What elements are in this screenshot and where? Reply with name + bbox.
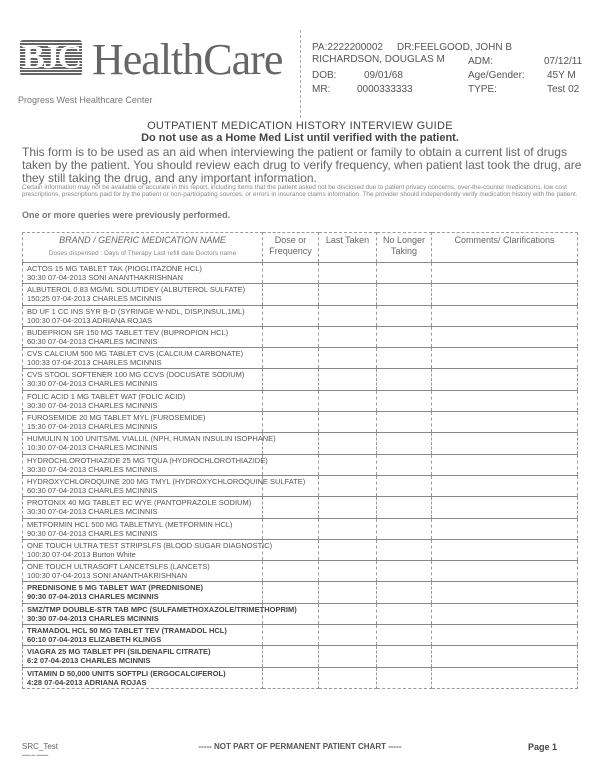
pa-number: PA:2222200002 xyxy=(312,42,383,53)
medication-cell xyxy=(23,625,263,646)
table-row xyxy=(23,603,578,624)
document-title: OUTPATIENT MEDICATION HISTORY INTERVIEW GUIDE xyxy=(147,120,453,132)
medication-detail: 60:10 07-04-2013 ELIZABETH KLINGS xyxy=(27,635,162,645)
header-no-longer-taking: No Longer Taking xyxy=(377,233,432,263)
mr-value: 0000333333 xyxy=(357,84,413,95)
last-taken-cell[interactable] xyxy=(319,561,377,582)
medication-name: BD UF 1 CC INS SYR B-D (SYRINGE W-NDL, DISP,INSUL,1ML) xyxy=(27,306,245,316)
medication-name: ONE TOUCH ULTRA TEST STRIPSLFS (BLOOD SUGAR DIAGNOSTIC) xyxy=(27,540,273,550)
footer-source: SRC_Test xyxy=(22,742,59,751)
medication-cell xyxy=(23,646,263,667)
no-longer-taking-cell[interactable] xyxy=(377,667,432,688)
mr-label: MR: xyxy=(312,84,331,95)
table-row xyxy=(23,561,578,582)
medication-table xyxy=(22,232,578,689)
intro-text: This form is to be used as an aid when interviewing the patient or family to obtain a current list of drugs taken by the patient. You should review each drug to verify frequency, when patient last took the drug, are they still taking the drug, and any important information. xyxy=(22,145,582,185)
dose-cell[interactable] xyxy=(263,305,319,326)
medication-cell xyxy=(23,454,268,475)
last-taken-cell[interactable] xyxy=(319,667,377,688)
dose-cell[interactable] xyxy=(263,369,319,390)
medication-name: VITAMIN D 50,000 UNITS SOFTPLI (ERGOCALCIFEROL) xyxy=(27,668,226,678)
medication-detail: 100:33 07-04-2013 CHARLES MCINNIS xyxy=(27,358,162,368)
medication-detail: 60:30 07-04-2013 CHARLES MCINNIS xyxy=(27,336,158,346)
medication-name: VIAGRA 25 MG TABLET PFI (SILDENAFIL CITRATE) xyxy=(27,647,211,657)
table-row xyxy=(23,454,578,475)
comments-cell[interactable] xyxy=(432,603,578,624)
last-taken-cell[interactable] xyxy=(319,646,377,667)
medication-cell xyxy=(23,497,263,518)
type-label: TYPE: xyxy=(468,84,497,95)
medication-cell xyxy=(23,603,297,624)
table-header xyxy=(23,233,578,263)
comments-cell[interactable] xyxy=(432,561,578,582)
medication-detail: 30:30 07-04-2013 CHARLES MCINNIS xyxy=(27,464,158,474)
comments-cell[interactable] xyxy=(432,284,578,305)
table-row xyxy=(23,305,578,326)
queries-note: One or more queries were previously performed. xyxy=(22,210,231,220)
medication-cell xyxy=(23,475,306,496)
no-longer-taking-cell[interactable] xyxy=(377,518,432,539)
comments-cell[interactable] xyxy=(432,646,578,667)
medication-cell xyxy=(23,412,263,433)
medication-detail: 4:28 07-04-2013 ADRIANA ROJAS xyxy=(27,677,147,687)
medication-detail: 30:30 07-04-2013 CHARLES MCINNIS xyxy=(27,507,158,517)
comments-cell[interactable] xyxy=(432,475,578,496)
table-row xyxy=(23,369,578,390)
dose-cell[interactable] xyxy=(263,263,319,284)
medication-name: ALBUTEROL 0.83 MG/ML SOLUTIDEY (ALBUTEROL SULFATE) xyxy=(27,285,246,295)
last-taken-cell[interactable] xyxy=(319,475,377,496)
medication-name: HYDROCHLOROTHIAZIDE 25 MG TQUA (HYDROCHLOROTHIAZIDE) xyxy=(27,455,268,465)
table-row xyxy=(23,326,578,347)
dose-cell[interactable] xyxy=(263,646,319,667)
medication-detail: 60:30 07-04-2013 CHARLES MCINNIS xyxy=(27,485,158,495)
medication-detail: 6:2 07-04-2013 CHARLES MCINNIS xyxy=(27,656,151,666)
adm-label: ADM: xyxy=(468,56,493,67)
no-longer-taking-cell[interactable] xyxy=(377,369,432,390)
dose-cell[interactable] xyxy=(263,625,319,646)
last-taken-cell[interactable] xyxy=(319,539,377,560)
comments-cell[interactable] xyxy=(432,369,578,390)
header-comments: Comments/ Clarifications xyxy=(432,233,578,263)
table-row xyxy=(23,390,578,411)
last-taken-cell[interactable] xyxy=(319,369,377,390)
medication-cell xyxy=(23,390,263,411)
comments-cell[interactable] xyxy=(432,497,578,518)
table-row xyxy=(23,497,578,518)
medication-detail: 30:30 07-04-2013 CHARLES MCINNIS xyxy=(27,400,158,410)
table-row xyxy=(23,539,578,560)
no-longer-taking-cell[interactable] xyxy=(377,412,432,433)
no-longer-taking-cell[interactable] xyxy=(377,326,432,347)
medication-detail: 150:25 07-04-2013 CHARLES MCINNIS xyxy=(27,294,162,304)
medication-name: CVS STOOL SOFTENER 100 MG CCVS (DOCUSATE SODIUM) xyxy=(27,370,245,380)
no-longer-taking-cell[interactable] xyxy=(377,348,432,369)
medication-name: METFORMIN HCL 500 MG TABLETMYL (METFORMIN HCL) xyxy=(27,519,233,529)
last-taken-cell[interactable] xyxy=(319,582,377,603)
comments-cell[interactable] xyxy=(432,518,578,539)
comments-cell[interactable] xyxy=(432,539,578,560)
header-divider xyxy=(300,30,301,118)
dose-cell[interactable] xyxy=(263,412,319,433)
dose-cell[interactable] xyxy=(263,667,319,688)
medication-detail: 100:30 07-04-2013 ADRIANA ROJAS xyxy=(27,315,153,325)
no-longer-taking-cell[interactable] xyxy=(377,539,432,560)
no-longer-taking-cell[interactable] xyxy=(377,454,432,475)
last-taken-cell[interactable] xyxy=(319,433,377,454)
medication-cell xyxy=(23,561,263,582)
disclaimer-text: Certain information may not be available or accurate in this report, including items that the patient asked not be disclosed due to patient privacy concerns, over-the-counter medications, low cost prescriptions, prescriptions paid for by the patient or non-participating sources, or errors in insurance claims information. The provider should independently verify medication history with the patient. xyxy=(22,184,578,198)
no-longer-taking-cell[interactable] xyxy=(377,305,432,326)
medication-cell xyxy=(23,348,263,369)
medication-cell xyxy=(23,518,263,539)
no-longer-taking-cell[interactable] xyxy=(377,646,432,667)
medication-name: PREDNISONE 5 MG TABLET WAT (PREDNISONE) xyxy=(27,583,203,593)
doctor: DR:FEELGOOD, JOHN B xyxy=(397,42,513,53)
last-taken-cell[interactable] xyxy=(319,454,377,475)
header-medication-name xyxy=(23,233,263,263)
medication-cell xyxy=(23,582,263,603)
document-subtitle: Do not use as a Home Med List until verified with the patient. xyxy=(141,132,459,144)
patient-name: RICHARDSON, DOUGLAS M xyxy=(312,54,445,65)
comments-cell[interactable] xyxy=(432,326,578,347)
medication-cell xyxy=(23,284,263,305)
comments-cell[interactable] xyxy=(432,263,578,284)
last-taken-cell[interactable] xyxy=(319,326,377,347)
medication-detail: 30:30 07-04-2013 CHARLES MCINNIS xyxy=(27,613,159,623)
no-longer-taking-cell[interactable] xyxy=(377,390,432,411)
comments-cell[interactable] xyxy=(432,667,578,688)
table-row xyxy=(23,667,578,688)
medication-cell xyxy=(23,433,276,454)
comments-cell[interactable] xyxy=(432,390,578,411)
dose-cell[interactable] xyxy=(263,390,319,411)
dose-cell[interactable] xyxy=(263,326,319,347)
medication-name: TRAMADOL HCL 50 MG TABLET TEV (TRAMADOL HCL) xyxy=(27,626,227,636)
last-taken-cell[interactable] xyxy=(319,348,377,369)
medication-name: BUDEPRION SR 150 MG TABLET TEV (BUPROPION HCL) xyxy=(27,327,229,337)
table-row xyxy=(23,348,578,369)
table-row xyxy=(23,646,578,667)
medication-detail: 90:30 07-04-2013 CHARLES MCINNIS xyxy=(27,592,159,602)
no-longer-taking-cell[interactable] xyxy=(377,582,432,603)
last-taken-cell[interactable] xyxy=(319,305,377,326)
table-row xyxy=(23,284,578,305)
medication-name: FOLIC ACID 1 MG TABLET WAT (FOLIC ACID) xyxy=(27,391,186,401)
last-taken-cell[interactable] xyxy=(319,284,377,305)
dose-cell[interactable] xyxy=(263,284,319,305)
no-longer-taking-cell[interactable] xyxy=(377,561,432,582)
no-longer-taking-cell[interactable] xyxy=(377,625,432,646)
dob-label: DOB: xyxy=(312,70,337,81)
last-taken-cell[interactable] xyxy=(319,390,377,411)
dose-cell[interactable] xyxy=(263,518,319,539)
dose-cell[interactable] xyxy=(263,582,319,603)
medication-detail: 100:30 07-04-2013 Burton White xyxy=(27,549,136,559)
medication-detail: 90:30 07-04-2013 CHARLES MCINNIS xyxy=(27,528,158,538)
no-longer-taking-cell[interactable] xyxy=(377,475,432,496)
medication-name: ONE TOUCH ULTRASOFT LANCETSLFS (LANCETS) xyxy=(27,562,210,572)
comments-cell[interactable] xyxy=(432,625,578,646)
dose-cell[interactable] xyxy=(263,561,319,582)
header-last-taken: Last Taken xyxy=(319,233,377,263)
medication-name: ACTOS 15 MG TABLET TAK (PIOGLITAZONE HCL) xyxy=(27,264,202,273)
age-gender-label: Age/Gender: xyxy=(468,70,525,81)
dose-cell[interactable] xyxy=(263,454,319,475)
dose-cell[interactable] xyxy=(263,348,319,369)
facility-name: Progress West Healthcare Center xyxy=(18,95,153,105)
last-taken-cell[interactable] xyxy=(319,497,377,518)
type-value: Test 02 xyxy=(547,84,580,95)
no-longer-taking-cell[interactable] xyxy=(377,433,432,454)
no-longer-taking-cell[interactable] xyxy=(377,284,432,305)
header-name-label: BRAND / GENERIC MEDICATION NAME xyxy=(59,235,226,245)
comments-cell[interactable] xyxy=(432,582,578,603)
last-taken-cell[interactable] xyxy=(319,263,377,284)
medication-name: SMZ/TMP DOUBLE-STR TAB MPC (SULFAMETHOXAZOLE/TRIMETHOPRIM) xyxy=(27,604,297,614)
medication-detail: 100:30 07-04-2013 SONI ANANTHAKRISHNAN xyxy=(27,571,188,581)
table-row xyxy=(23,412,578,433)
age-gender-value: 45Y M xyxy=(547,70,576,81)
last-taken-cell[interactable] xyxy=(319,412,377,433)
bjc-logo-mark: BJC xyxy=(21,39,81,76)
medication-cell xyxy=(23,263,263,284)
adm-value: 07/12/11 xyxy=(544,56,583,67)
table-row xyxy=(23,582,578,603)
medication-detail: 10:30 07-04-2013 CHARLES MCINNIS xyxy=(27,443,158,453)
table-row xyxy=(23,263,578,284)
no-longer-taking-cell[interactable] xyxy=(377,263,432,284)
comments-cell[interactable] xyxy=(432,412,578,433)
footer-small-print: ▬▬ ▬ ▬▬▬ xyxy=(22,752,49,757)
last-taken-cell[interactable] xyxy=(319,625,377,646)
header-dose: Dose or Frequency xyxy=(263,233,319,263)
last-taken-cell[interactable] xyxy=(319,518,377,539)
medication-name: HYDROXYCHLOROQUINE 200 MG TMYL (HYDROXYCHLOROQUINE SULFATE) xyxy=(27,476,306,486)
table-row xyxy=(23,625,578,646)
dob-value: 09/01/68 xyxy=(364,70,403,81)
medication-detail: 15:30 07-04-2013 CHARLES MCINNIS xyxy=(27,422,158,432)
medication-cell xyxy=(23,305,263,326)
medication-name: PROTONIX 40 MG TABLET EC WYE (PANTOPRAZOLE SODIUM) xyxy=(27,498,252,508)
comments-cell[interactable] xyxy=(432,348,578,369)
footer-notice: ----- NOT PART OF PERMANENT PATIENT CHART ----- xyxy=(198,742,402,751)
last-taken-cell[interactable] xyxy=(319,603,377,624)
dose-cell[interactable] xyxy=(263,497,319,518)
no-longer-taking-cell[interactable] xyxy=(377,497,432,518)
medication-name: HUMULIN N 100 UNITS/ML VIALLIL (NPH, HUMAN INSULIN ISOPHANE) xyxy=(27,434,276,444)
medication-cell xyxy=(23,326,263,347)
table-row xyxy=(23,475,578,496)
medication-name: FUROSEMIDE 20 MG TABLET MYL (FUROSEMIDE) xyxy=(27,413,206,423)
comments-cell[interactable] xyxy=(432,433,578,454)
medication-detail: 30:30 07-04-2013 CHARLES MCINNIS xyxy=(27,379,158,389)
comments-cell[interactable] xyxy=(432,305,578,326)
medication-detail: 30:30 07-04-2013 SONI ANANTHAKRISHNAN xyxy=(27,273,183,282)
no-longer-taking-cell[interactable] xyxy=(377,603,432,624)
page-number: Page 1 xyxy=(528,742,558,752)
table-row xyxy=(23,518,578,539)
comments-cell[interactable] xyxy=(432,454,578,475)
medication-cell xyxy=(23,667,263,688)
medication-name: CVS CALCIUM 500 MG TABLET CVS (CALCIUM CARBONATE) xyxy=(27,349,244,359)
table-row xyxy=(23,433,578,454)
medication-cell xyxy=(23,539,273,560)
medication-cell xyxy=(23,369,263,390)
header-name-sub: Doses dispensed : Days of Therapy Last refill date Doctors name xyxy=(48,250,237,257)
logo-text: HealthCare xyxy=(92,35,283,84)
